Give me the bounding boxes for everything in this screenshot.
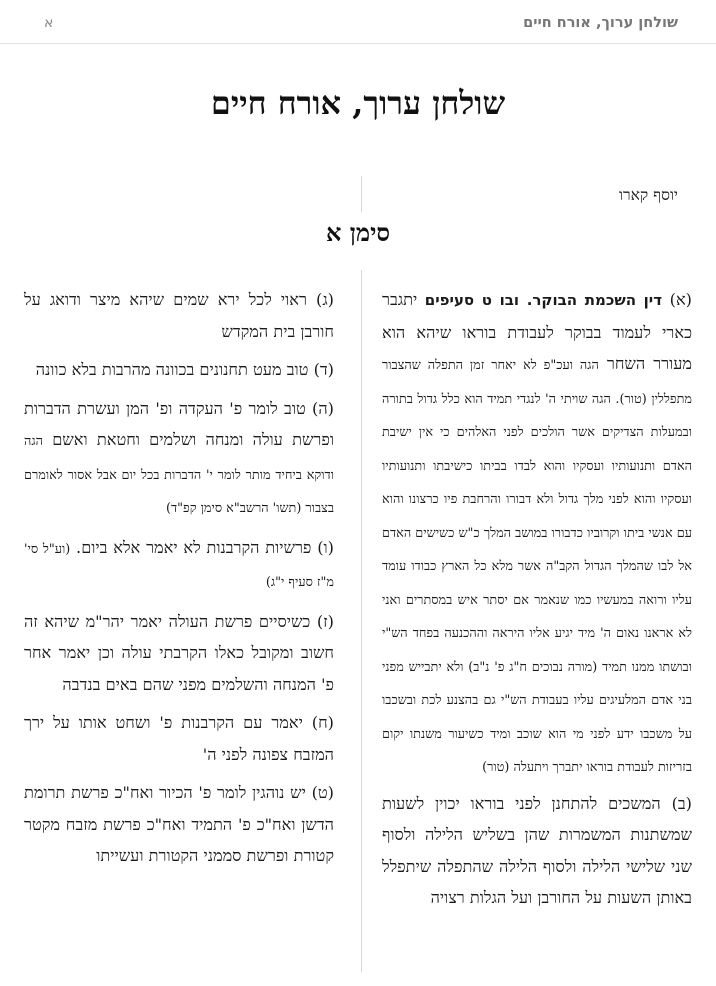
column-divider	[361, 270, 362, 972]
seif-text: טוב מעט תחנונים בכוונה מהרבות בלא כוונה	[35, 360, 309, 379]
seif-text: פרשיות הקרבנות לא יאמר אלא ביום.	[76, 537, 312, 557]
gloss-text: (וע"ל סי' מ"ז סעיף י"ג)	[24, 541, 334, 590]
gloss-text: הגה ועכ"פ לא יאחר זמן התפלה שהצבור מתפללין (טור). הגה שויתי ה' לנגדי תמיד הוא כלל גדול בתורה ובמעלות הצדיקים אשר הולכים לפני האלהים כי אין ישיבת האדם ותנועותיו ועסקיו והוא לבדו בביתו כישיבתו ותנועותיו ועסקיו והוא לפני מלך גדול ולא דבורו והרחבת פיו כרצונו והוא עם אנשי ביתו וקרוביו כדבורו במושב המלך כ"ש כשישים האדם אל לבו שהמלך הגדול הקב"ה אשר מלא כל הארץ כבודו עומד עליו ורואה במעשיו כמו שנאמר אם יסתר איש במסתרים ואני לא אראנו נאום ה' מיד יגיע אליו היראה וההכנעה בפחד הש"י ובושתו ממנו תמיד (מורה נבוכים ח"ג פ' נ"ב) ולא יתבייש מפני בני אדם המלעיגים עליו בעבודת הש"י גם בהצנע לכת ובשכבו על משכבו ידע לפני מי הוא שוכב ומיד כשיעור משנתו יקום בזריזות לעבודת בוראו יתברך ויתעלה (טור)	[382, 358, 692, 775]
gloss-text: הגה ודוקא ביחיד מותר לומר י' הדברות בכל יום אבל אסור לאומרם בצבור (תשו' הרשב"א סימן קפ"ד)	[24, 434, 334, 516]
siman-title: סימן א	[325, 218, 391, 247]
seif-bet	[382, 788, 692, 914]
seif-number: (ה)	[312, 398, 334, 418]
seif-text: כשיסיים פרשת העולה יאמר יהר"מ שיהא זה חשוב ומקובל כאלו הקרבתי עולה וכן יאמר אחר פ' המנחה והשלמים מפני שהם באים בנדבה	[24, 611, 334, 694]
right-column	[382, 284, 692, 918]
dibur-hamatchil: דין השכמת הבוקר. ובו ט סעיפים	[424, 291, 663, 309]
seif-dalet	[24, 354, 334, 386]
header-title: שולחן ערוך, אורח חיים	[523, 15, 678, 31]
seif-number: (ו)	[317, 537, 334, 557]
seif-text: יתגבר כארי לעמוד בבוקר לעבודת בוראו שיהא הוא מעורר השחר	[382, 290, 692, 373]
seif-gimel	[24, 284, 334, 347]
seif-number: (א)	[669, 290, 692, 309]
seif-text: יש נוהגין לומר פ' הכיור ואח"כ פרשת תרומת הדשן ואח"כ פ' התמיד ואח"כ פרשת מזבח מקטר קטורת ופרשת סממני הקטורת ועשייתו	[24, 783, 334, 865]
seif-text: המשכים להתחנן לפני בוראו יכוין לשעות שמשתנות המשמרות שהן בשליש הלילה ולסוף שני שלישי הלילה ולסוף הלילה שהתפלה שיתפלל באותן השעות על החורבן ועל הגלות רצויה	[382, 793, 692, 907]
seif-number: (ח)	[311, 713, 334, 732]
seif-chet	[24, 707, 334, 770]
seif-alef	[382, 284, 692, 784]
seif-tet	[24, 777, 334, 872]
header-page-letter: א	[44, 15, 54, 31]
seif-text: ראוי לכל ירא שמים שיהא מיצר ודואג על חורבן בית המקדש	[24, 290, 334, 341]
book-title: שולחן ערוך, אורח חיים	[210, 84, 506, 122]
page-header	[0, 0, 716, 44]
seif-number: (ב)	[671, 793, 692, 813]
seif-text: יאמר עם הקרבנות פ' ושחט אותו על ירך המזבח צפונה לפני ה'	[24, 713, 334, 764]
seif-text: טוב לומר פ' העקדה ופ' המן ועשרת הדברות ופרשת עולה ומנחה ושלמים וחטאת ואשם	[24, 398, 334, 449]
left-column	[24, 284, 334, 879]
seif-number: (ז)	[316, 611, 334, 631]
author-name: יוסף קארו	[619, 186, 678, 204]
seif-number: (ט)	[311, 783, 334, 802]
seif-zayin	[24, 606, 334, 701]
column-divider-top	[361, 176, 362, 212]
seif-vav	[24, 532, 334, 599]
seif-number: (ד)	[313, 360, 334, 379]
seif-number: (ג)	[316, 290, 334, 309]
seif-heh	[24, 393, 334, 525]
